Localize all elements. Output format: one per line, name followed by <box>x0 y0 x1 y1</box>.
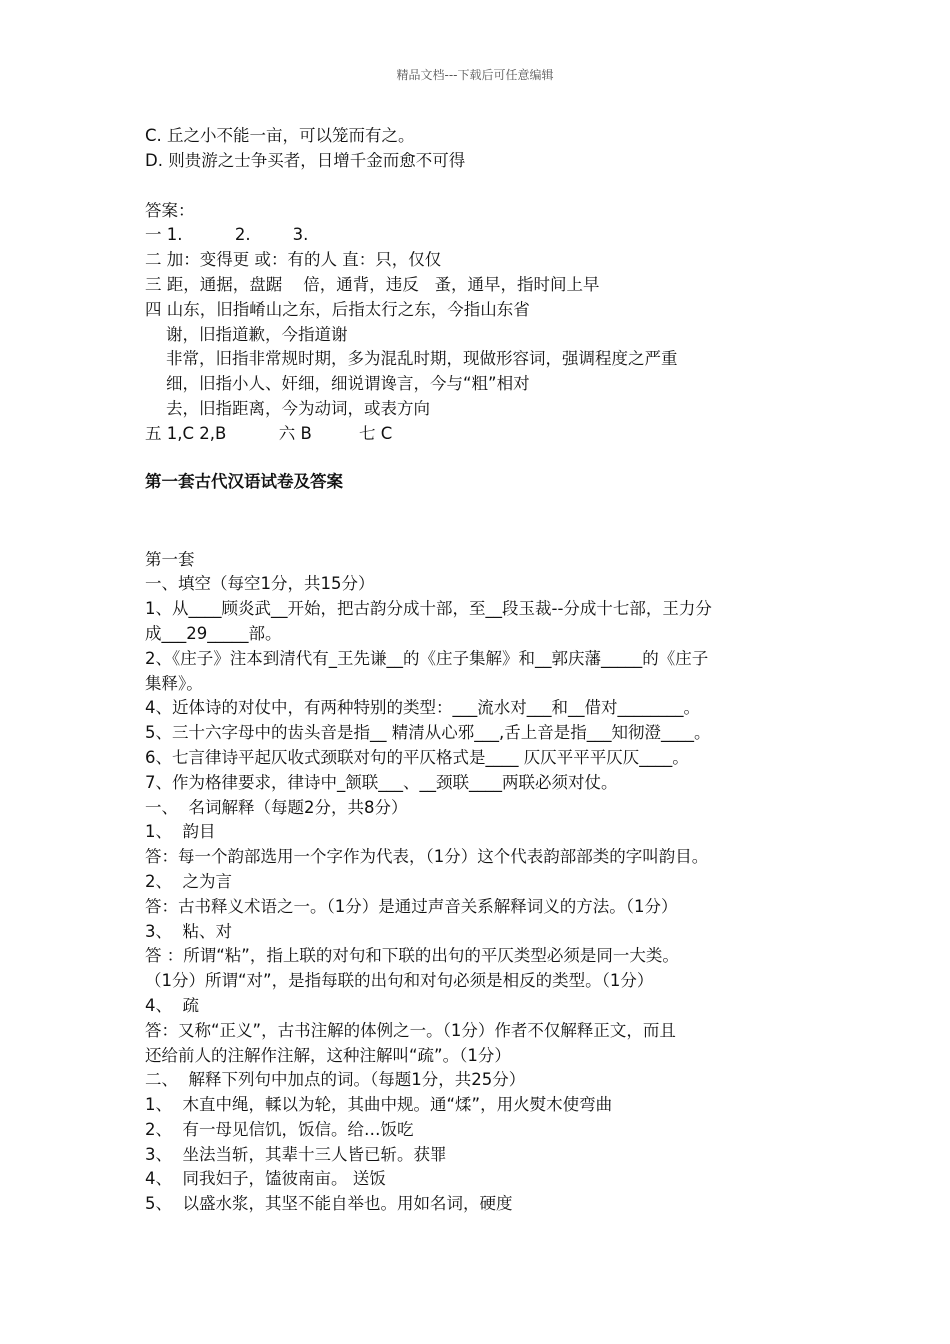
answer-line: 二 加：变得更 或：有的人 直：只，仅仅 <box>145 250 442 270</box>
body-line: 5、 以盛水浆，其坚不能自举也。用如名词，硬度 <box>145 1194 513 1214</box>
option-d: D. 则贵游之士争买者，日增千金而愈不可得 <box>145 150 466 170</box>
body-line: 1、 韵目 <box>145 822 216 842</box>
body-line: 一、 名词解释（每题2分，共8分） <box>145 797 408 817</box>
body-line: 答：古书释义术语之一。（1分）是通过声音关系解释词义的方法。（1分） <box>145 896 678 916</box>
section-title: 第一套古代汉语试卷及答案 <box>145 471 343 491</box>
answer-line: 谢，旧指道歉，今指道谢 <box>145 324 348 344</box>
answer-line: 非常，旧指非常规时期，多为混乱时期，现做形容词，强调程度之严重 <box>145 349 678 369</box>
answers-heading: 答案： <box>145 200 195 220</box>
body-line: 6、七言律诗平起仄收式颈联对句的平仄格式是____ 仄仄平平平仄仄____。 <box>145 747 689 767</box>
answer-line: 细，旧指小人、奸细，细说谓谗言，今与“粗”相对 <box>145 374 530 394</box>
body-line: 答：又称“正义”，古书注解的体例之一。（1分）作者不仅解释正文，而且 <box>145 1020 676 1040</box>
body-line: 1、 木直中绳，輮以为轮，其曲中规。通“煣”，用火熨木使弯曲 <box>145 1095 613 1115</box>
body-line: 还给前人的注解作注解，这种注解叫“疏”。（1分） <box>145 1045 511 1065</box>
answer-line: 四 山东，旧指崤山之东，后指太行之东，今指山东省 <box>145 299 530 319</box>
answer-line: 去，旧指距离，今为动词，或表方向 <box>145 398 430 418</box>
body-line: 答 ：所谓“粘”，指上联的对句和下联的出句的平仄类型必须是同一大类。 <box>145 946 679 966</box>
body-line: 集释》。 <box>145 673 203 693</box>
answer-line: 一 1. 2. 3. <box>145 225 309 245</box>
page-header: 精品文档---下载后可任意编辑 <box>396 68 554 82</box>
body-line: 4、近体诗的对仗中，有两种特别的类型：___流水对___和__借对________。 <box>145 698 700 718</box>
answer-line: 五 1,C 2,B 六 B 七 C <box>145 423 393 443</box>
body-line: 5、三十六字母中的齿头音是指__ 精清从心邪___,舌上音是指___知彻澄____。 <box>145 723 711 743</box>
body-line: 第一套 <box>145 549 195 569</box>
body-line: 2、 有一母见信饥，饭信。给…饭吃 <box>145 1119 414 1139</box>
body-line: 2、《庄子》注本到清代有_王先谦__的《庄子集解》和__郭庆藩_____的《庄子 <box>145 648 709 668</box>
body-line: （1分）所谓“对”，是指每联的出句和对句必须是相反的类型。（1分） <box>145 971 654 991</box>
body-line: 1、从____顾炎武__开始，把古韵分成十部，至__段玉裁--分成十七部，王力分 <box>145 599 712 619</box>
body-line: 2、 之为言 <box>145 871 232 891</box>
answer-line: 三 距，通据，盘踞 倍，通背，违反 蚤，通早，指时间上早 <box>145 274 600 294</box>
body-line: 一、填空（每空1分，共15分） <box>145 574 375 594</box>
body-line: 7、作为格律要求，律诗中_颔联___、__颈联____两联必须对仗。 <box>145 772 618 792</box>
document-body <box>145 124 815 1217</box>
body-line: 成___29_____部。 <box>145 623 282 643</box>
body-line: 答：每一个韵部选用一个字作为代表，（1分）这个代表韵部部类的字叫韵目。 <box>145 847 709 867</box>
body-line: 3、 粘、对 <box>145 921 232 941</box>
body-line: 4、 疏 <box>145 995 199 1015</box>
body-line: 3、 坐法当斩，其辈十三人皆已斩。获罪 <box>145 1144 447 1164</box>
body-line: 4、 同我妇子，馌彼南亩。 送饭 <box>145 1169 386 1189</box>
option-c: C. 丘之小不能一亩，可以笼而有之。 <box>145 126 415 145</box>
body-line: 二、 解释下列句中加点的词。（每题1分，共25分） <box>145 1070 526 1090</box>
